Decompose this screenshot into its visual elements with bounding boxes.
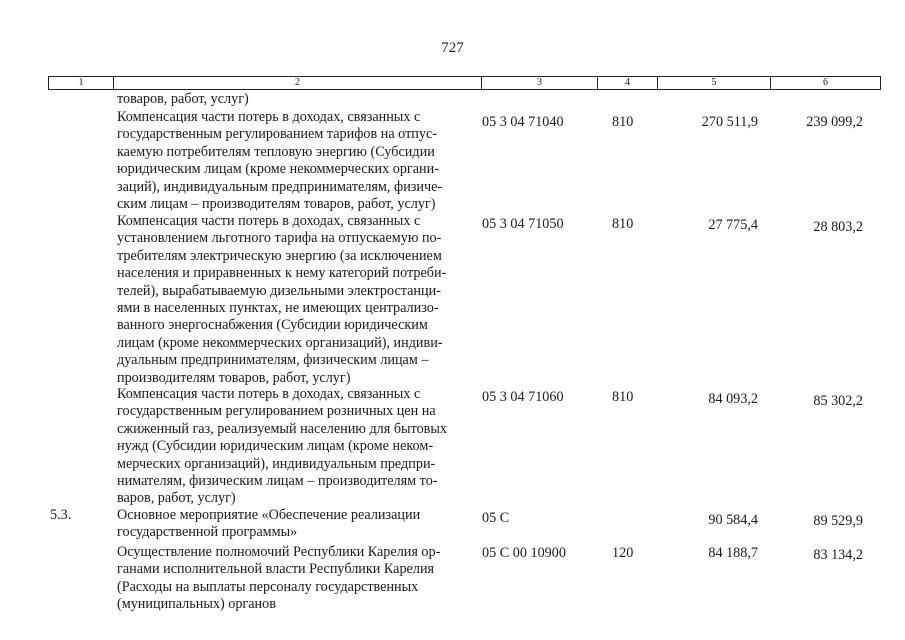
row-value-6: 28 803,2 bbox=[813, 219, 863, 235]
column-header-5: 5 bbox=[657, 77, 770, 89]
row-value-6: 85 302,2 bbox=[813, 393, 863, 409]
row-value-6: 89 529,9 bbox=[813, 513, 863, 529]
row-type: 810 bbox=[612, 216, 634, 232]
row-value-5: 270 511,9 bbox=[701, 114, 758, 130]
row-description: Компенсация части потерь в доходах, связанных с государственным регулированием тарифов на отпус- каемую потребителям тепловую энергию (Субсидии юридическим лицам (кроме некоммерческих органи- заций), индивидуальным предпринимателям, физиче- ским лицам – производителям товаров, работ, услуг) bbox=[117, 109, 443, 213]
column-header-4: 4 bbox=[597, 77, 657, 89]
column-header-row bbox=[48, 76, 881, 90]
row-value-5: 84 093,2 bbox=[708, 391, 758, 407]
row-code: 05 3 04 71060 bbox=[482, 389, 564, 405]
row-value-5: 90 584,4 bbox=[708, 512, 758, 528]
row-type: 810 bbox=[612, 114, 634, 130]
row-code: 05 3 04 71040 bbox=[482, 114, 564, 130]
column-header-3: 3 bbox=[481, 77, 597, 89]
row-value-5: 27 775,4 bbox=[708, 217, 758, 233]
column-header-6: 6 bbox=[770, 77, 880, 89]
page-number: 727 bbox=[441, 40, 464, 56]
row-code: 05 3 04 71050 bbox=[482, 216, 564, 232]
row-description: Осуществление полномочий Республики Карелия ор- ганами исполнительной власти Республики Карелия (Расходы на выплаты персоналу государственных (муниципальных) органов bbox=[117, 544, 441, 613]
row-description: товаров, работ, услуг) bbox=[117, 91, 249, 107]
row-description: Основное мероприятие «Обеспечение реализации государственной программы» bbox=[117, 507, 421, 541]
row-type: 810 bbox=[612, 389, 634, 405]
row-value-6: 83 134,2 bbox=[813, 547, 863, 563]
row-number: 5.3. bbox=[50, 507, 72, 523]
column-header-1: 1 bbox=[78, 77, 84, 88]
row-type: 120 bbox=[612, 545, 634, 561]
row-value-6: 239 099,2 bbox=[806, 114, 863, 130]
column-header-2: 2 bbox=[113, 77, 481, 89]
row-value-5: 84 188,7 bbox=[708, 545, 758, 561]
row-code: 05 С 00 10900 bbox=[482, 545, 566, 561]
row-code: 05 С bbox=[482, 510, 510, 526]
row-description: Компенсация части потерь в доходах, связанных с установлением льготного тарифа на отпускаемую по- требителям электрическую энергию (за исключением населения и приравненных к нему категорий потреби- телей), вырабатываемую дизельными электростанци- ями в населенных пунктах, не имеющих централизо- ванного энергоснабжения (Субсидии юридическим лицам (кроме некоммерческих организаций), индиви- дуальным предпринимателям, физическим лицам – производителям товаров, работ, услуг) bbox=[117, 213, 447, 386]
row-description: Компенсация части потерь в доходах, связанных с государственным регулированием розничных цен на сжиженный газ, реализуемый населению для бытовых нужд (Субсидии юридическим лицам (кроме неком- мерческих организаций), индивидуальным предпри- нимателям, физическим лицам – производителям то- варов, работ, услуг) bbox=[117, 386, 448, 507]
